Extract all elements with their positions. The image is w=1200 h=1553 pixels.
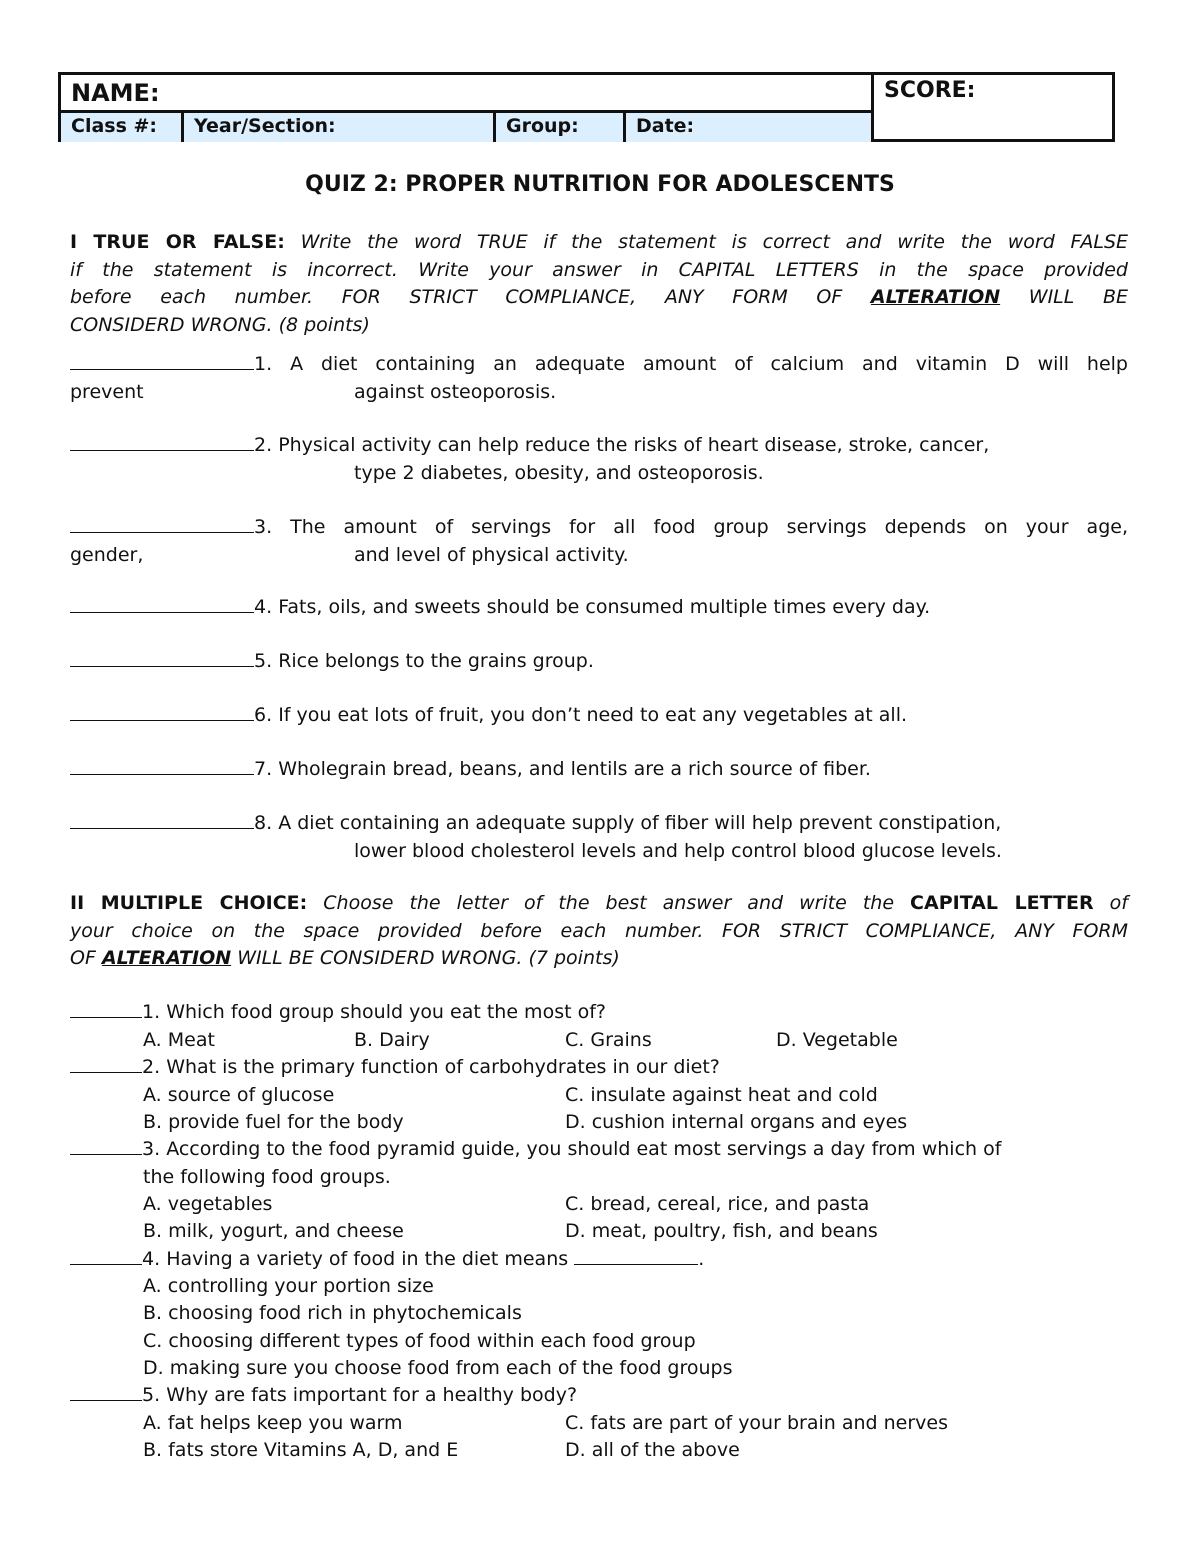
- question-text: What is the primary function of carbohydrates in our diet?: [166, 1056, 720, 1078]
- item-text: A diet containing an adequate amount of calcium and vitamin D will help: [290, 353, 1128, 375]
- item-text: and level of physical activity.: [354, 543, 629, 566]
- option-d[interactable]: D. Vegetable: [776, 1029, 898, 1051]
- mc-question-3: [70, 1136, 1001, 1164]
- mc-question-1: [70, 999, 606, 1027]
- option-a[interactable]: A. fat helps keep you warm: [143, 1412, 403, 1434]
- item-text: The amount of servings for all food group servings depends on your age,: [290, 516, 1128, 538]
- item-number: 6.: [254, 704, 273, 726]
- instructions-line-1: II MULTIPLE CHOICE: Choose the letter of the best answer and write the CAPITAL LETTER of: [70, 892, 1128, 914]
- instructions-text: Write the word TRUE if the statement is correct and write the word FALSE: [300, 231, 1129, 253]
- option-b[interactable]: B. provide fuel for the body: [143, 1111, 404, 1133]
- multiple-choice-instructions: [70, 890, 1128, 973]
- instructions-line-1: I TRUE OR FALSE: Write the word TRUE if the statement is correct and write the word FALSE: [70, 231, 1129, 253]
- answer-blank[interactable]: [70, 515, 254, 533]
- item-text: If you eat lots of fruit, you don’t need to eat any vegetables at all.: [278, 704, 908, 726]
- tf-item-6: [70, 702, 1128, 730]
- item-text: Wholegrain bread, beans, and lentils are a rich source of fiber.: [278, 758, 871, 780]
- item-number: 8.: [254, 812, 273, 834]
- item-number: 3.: [254, 516, 273, 538]
- question-number: 1.: [142, 1001, 161, 1023]
- instructions-line-2: your choice on the space provided before each number. FOR STRICT COMPLIANCE, ANY FORM: [70, 919, 1128, 942]
- instructions-text: OF: [70, 947, 96, 969]
- instructions-text: WILL BE CONSIDERD WRONG. (7 points): [237, 947, 620, 969]
- date-label: Date:: [636, 115, 695, 137]
- fill-in-blank: [574, 1247, 698, 1265]
- question-number: 4.: [142, 1248, 161, 1270]
- tf-item-4: [70, 594, 1128, 622]
- class-number-field[interactable]: [61, 113, 184, 142]
- answer-blank[interactable]: [70, 1055, 142, 1073]
- instructions-text: of: [1109, 892, 1128, 914]
- name-label: NAME:: [71, 79, 160, 107]
- option-b[interactable]: B. Dairy: [354, 1029, 430, 1051]
- question-number: 3.: [142, 1138, 161, 1160]
- section-heading: I TRUE OR FALSE: [70, 231, 278, 253]
- option-c[interactable]: C. bread, cereal, rice, and pasta: [565, 1193, 870, 1215]
- option-b[interactable]: B. choosing food rich in phytochemicals: [143, 1302, 522, 1324]
- mc-question-4: [70, 1246, 704, 1274]
- option-c[interactable]: C. insulate against heat and cold: [565, 1084, 878, 1106]
- question-text: Which food group should you eat the most of?: [166, 1001, 606, 1023]
- answer-blank[interactable]: [70, 433, 254, 451]
- answer-blank[interactable]: [70, 1383, 142, 1401]
- instructions-text: before each number. FOR STRICT COMPLIANCE, ANY FORM OF: [70, 286, 843, 308]
- option-d[interactable]: D. making sure you choose food from each of the food groups: [143, 1357, 733, 1379]
- answer-blank[interactable]: [70, 811, 254, 829]
- instructions-line-4: CONSIDERD WRONG. (8 points): [70, 313, 370, 336]
- question-number: 5.: [142, 1384, 161, 1406]
- question-text: Having a variety of food in the diet means: [166, 1248, 569, 1270]
- group-label: Group:: [506, 115, 579, 137]
- group-field[interactable]: [496, 113, 626, 142]
- instructions-line-3: [70, 945, 1128, 973]
- option-c[interactable]: C. Grains: [565, 1029, 652, 1051]
- item-number: 7.: [254, 758, 273, 780]
- option-c[interactable]: C. choosing different types of food within each food group: [143, 1330, 696, 1352]
- tf-item-8: [70, 810, 1128, 865]
- option-d[interactable]: D. all of the above: [565, 1439, 740, 1461]
- option-a[interactable]: A. controlling your portion size: [143, 1275, 434, 1297]
- answer-blank[interactable]: [70, 595, 254, 613]
- score-label: SCORE:: [884, 78, 976, 103]
- item-number: 1.: [254, 353, 273, 375]
- alteration-emphasis: ALTERATION: [870, 286, 1001, 308]
- answer-blank[interactable]: [70, 352, 254, 370]
- year-section-label: Year/Section:: [194, 115, 336, 137]
- item-number: 5.: [254, 650, 273, 672]
- question-text: According to the food pyramid guide, you should eat most servings a day from which of: [166, 1138, 1002, 1160]
- answer-blank[interactable]: [70, 757, 254, 775]
- option-d[interactable]: D. cushion internal organs and eyes: [565, 1111, 908, 1133]
- answer-blank[interactable]: [70, 1000, 142, 1018]
- instructions-text: Choose the letter of the best answer and write the: [323, 892, 895, 914]
- tf-item-3: [70, 514, 1128, 569]
- score-field[interactable]: [874, 75, 1112, 139]
- option-b[interactable]: B. milk, yogurt, and cheese: [143, 1220, 404, 1242]
- answer-blank[interactable]: [70, 1137, 142, 1155]
- item-text: type 2 diabetes, obesity, and osteoporosis.: [354, 461, 764, 484]
- instructions-line-3: [70, 284, 1128, 312]
- mc-question-2: [70, 1054, 720, 1082]
- true-false-instructions: [70, 229, 1128, 339]
- item-text: A diet containing an adequate supply of fiber will help prevent constipation,: [278, 812, 1002, 834]
- item-text: Fats, oils, and sweets should be consumed multiple times every day.: [278, 596, 931, 618]
- item-text: lower blood cholesterol levels and help control blood glucose levels.: [354, 839, 1002, 862]
- answer-blank[interactable]: [70, 703, 254, 721]
- instructions-line-2: if the statement is incorrect. Write your answer in CAPITAL LETTERS in the space provided: [70, 258, 1128, 281]
- tf-item-1: [70, 351, 1128, 406]
- question-text-continued: the following food groups.: [143, 1166, 391, 1188]
- tf-item-2: [70, 432, 1128, 487]
- instructions-text: WILL BE: [1028, 286, 1129, 308]
- date-field[interactable]: [626, 113, 871, 142]
- section-heading: II MULTIPLE CHOICE: [70, 892, 300, 914]
- option-d[interactable]: D. meat, poultry, fish, and beans: [565, 1220, 878, 1242]
- mc-question-5: [70, 1382, 577, 1410]
- quiz-title: QUIZ 2: PROPER NUTRITION FOR ADOLESCENTS: [305, 172, 895, 197]
- option-b[interactable]: B. fats store Vitamins A, D, and E: [143, 1439, 459, 1461]
- class-label: Class #:: [71, 115, 158, 137]
- alteration-emphasis: ALTERATION: [101, 947, 232, 969]
- option-a[interactable]: A. source of glucose: [143, 1084, 335, 1106]
- answer-blank[interactable]: [70, 1247, 142, 1265]
- item-text: Physical activity can help reduce the risks of heart disease, stroke, cancer,: [278, 434, 990, 456]
- option-a[interactable]: A. Meat: [143, 1029, 215, 1051]
- item-text: gender,: [70, 543, 144, 566]
- option-c[interactable]: C. fats are part of your brain and nerves: [565, 1412, 948, 1434]
- tf-item-5: [70, 648, 1128, 676]
- answer-blank[interactable]: [70, 649, 254, 667]
- student-info-table: [58, 72, 1115, 142]
- capital-letter-emphasis: CAPITAL LETTER: [910, 892, 1094, 914]
- question-number: 2.: [142, 1056, 161, 1078]
- item-number: 2.: [254, 434, 273, 456]
- question-text: Why are fats important for a healthy body?: [166, 1384, 578, 1406]
- year-section-field[interactable]: [184, 113, 496, 142]
- option-a[interactable]: A. vegetables: [143, 1193, 273, 1215]
- item-number: 4.: [254, 596, 273, 618]
- question-end-mark: .: [698, 1248, 705, 1270]
- tf-item-7: [70, 756, 1128, 784]
- item-text: prevent: [70, 380, 144, 403]
- item-text: Rice belongs to the grains group.: [278, 650, 594, 672]
- item-text: against osteoporosis.: [354, 380, 557, 403]
- name-field[interactable]: [61, 75, 874, 113]
- info-row: [61, 113, 874, 142]
